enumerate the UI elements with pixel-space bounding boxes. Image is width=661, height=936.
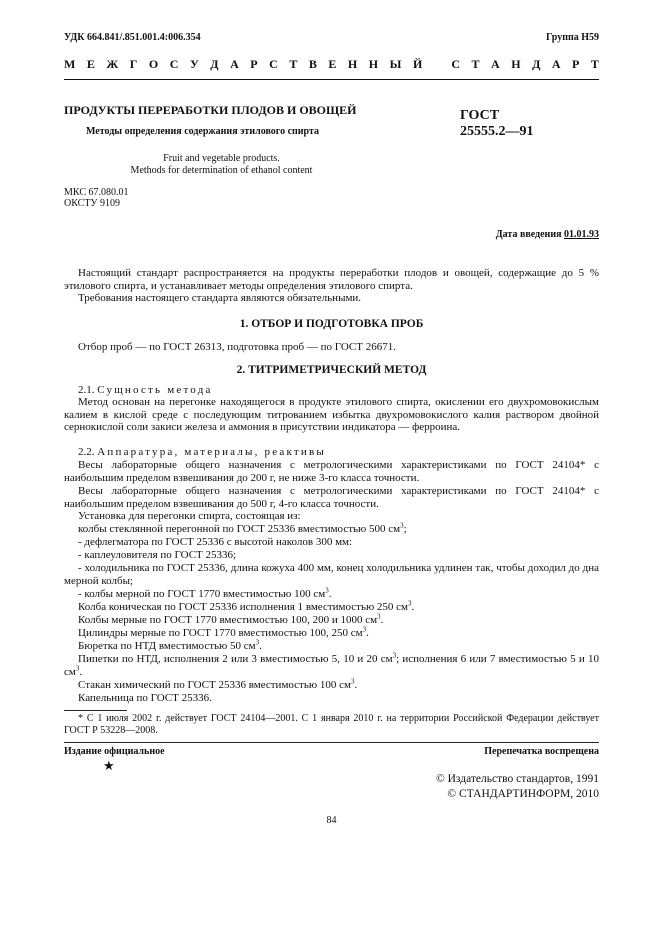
pipettes-text-b: ; исполнения 6 или 7 вместимостью 5 и 10 см	[64, 653, 599, 678]
setup-flask-end: ;	[403, 523, 407, 535]
subsection-2-2-name: Аппаратура, материалы, реактивы	[97, 446, 326, 458]
banner-letter: Ы	[389, 57, 402, 71]
scales-paragraph-2: Весы лабораторные общего назначения с метрологическими характеристиками по ГОСТ 24104* с наибольшим пределом взвешивания до 500 г, 4-го класса точности.	[64, 485, 599, 510]
measuring-cylinders-text: Цилиндры мерные по ГОСТ 1770 вместимостью 100, 250 см	[78, 627, 363, 639]
banner-letter: Т	[590, 57, 599, 71]
banner-letter: Р	[250, 57, 258, 71]
subsection-2-1-number: 2.1.	[78, 384, 95, 396]
title-en-2: Methods for determination of ethanol content	[130, 165, 313, 176]
banner-gap	[434, 57, 440, 73]
setup-flask-text: колбы стеклянной перегонной по ГОСТ 25336 вместимостью 500 см	[78, 523, 401, 535]
measuring-flasks	[64, 614, 599, 627]
burette-text: Бюретка по НТД вместимостью 50 см	[78, 640, 256, 652]
beaker-end: .	[354, 679, 358, 691]
footnote: * С 1 июля 2002 г. действует ГОСТ 24104—2001. С 1 января 2010 г. на территории Российской Федерации действует ГОСТ Р 53228—2008.	[64, 713, 599, 736]
burette-unit-exp: 3	[255, 638, 260, 647]
measuring-flasks-unit-exp: 3	[377, 612, 381, 621]
banner-letter: Д	[532, 57, 541, 71]
conical-flask-end: .	[411, 601, 415, 613]
beaker-unit-exp: 3	[350, 677, 355, 686]
banner-letter: Е	[86, 57, 95, 71]
page-number: 84	[326, 815, 337, 826]
setup-flask-unit-exp: 3	[400, 521, 404, 530]
pipettes-end: .	[79, 665, 83, 678]
banner-letter: А	[230, 57, 239, 71]
banner-letter: Й	[412, 57, 423, 71]
banner-letter: О	[148, 57, 159, 71]
subsection-2-2-number: 2.2.	[78, 446, 95, 458]
banner-letter: С	[169, 57, 179, 71]
conical-flask-text: Колба коническая по ГОСТ 25336 исполнения 1 вместимостью 250 см	[78, 601, 409, 613]
setup-volumetric-flask-unit-exp: 3	[325, 586, 329, 595]
measuring-cylinders-end: .	[366, 627, 369, 639]
measuring-flasks-text: Колбы мерные по ГОСТ 1770 вместимостью 100, 200 и 1000 см	[78, 614, 378, 626]
footer-rule	[64, 742, 599, 743]
udk-code: УДК 664.841/.851.001.4:006.354	[64, 32, 201, 43]
setup-flask	[64, 523, 599, 536]
burette	[64, 640, 599, 653]
banner-letter: Т	[471, 57, 480, 71]
header-rule	[64, 79, 599, 80]
banner-letter: Т	[289, 57, 298, 71]
copyright-standartinform: © СТАНДАРТИНФОРМ, 2010	[447, 788, 599, 800]
banner-letter: Р	[572, 57, 580, 71]
subsection-2-1-text: Метод основан на перегонке находящегося в продукте этилового спирта, окислении его двухромовокислым калием в кислой среде с последующим титрованием избытка двухромовокислого калия раствором двойной сернокислой соли закиси железа и аммония в присутствии индикатора — ферроина.	[64, 396, 599, 434]
setup-volumetric-flask-end: .	[328, 588, 332, 600]
banner-letter: Н	[368, 57, 379, 71]
banner-letter: Н	[511, 57, 521, 71]
banner-letter: У	[189, 57, 199, 71]
banner-letter: Н	[347, 57, 358, 71]
setup-volumetric-flask	[64, 588, 599, 601]
banner-letter: В	[308, 57, 317, 71]
subsection-2-1-name: Сущность метода	[97, 384, 213, 396]
interstate-standard-banner	[64, 57, 599, 73]
banner-letter: А	[491, 57, 500, 71]
pipettes-unit-exp-a: 3	[392, 651, 397, 660]
conical-flask	[64, 601, 599, 614]
official-edition: Издание официальное	[64, 746, 165, 757]
dropper: Капельница по ГОСТ 25336.	[78, 692, 212, 704]
banner-letter: С	[269, 57, 278, 71]
pipettes	[64, 653, 599, 678]
title-main: ПРОДУКТЫ ПЕРЕРАБОТКИ ПЛОДОВ И ОВОЩЕЙ	[64, 103, 357, 117]
title-en-1: Fruit and vegetable products.	[163, 153, 280, 164]
footnote-rule	[64, 710, 127, 711]
intro-paragraph-1: Настоящий стандарт распространяется на продукты переработки плодов и овощей, содержащие до 5 % этилового спирта, и устанавливает методы определения этилового спирта.	[64, 267, 599, 292]
beaker-text: Стакан химический по ГОСТ 25336 вместимостью 100 см	[78, 679, 351, 691]
subsection-2-2-title	[78, 446, 326, 459]
pipettes-text-a: Пипетки по НТД, исполнения 2 или 3 вместимостью 5, 10 и 20 см	[78, 653, 393, 665]
intro-paragraph-2: Требования настоящего стандарта являются обязательными.	[78, 292, 362, 304]
okstu-code: ОКСТУ 9109	[64, 198, 121, 209]
measuring-cylinders	[64, 627, 599, 640]
setup-volumetric-flask-text: - колбы мерной по ГОСТ 1770 вместимостью 100 см	[78, 588, 326, 600]
setup-drop-catcher: - каплеуловителя по ГОСТ 25336;	[78, 549, 237, 561]
subsection-2-1-title	[78, 384, 213, 397]
banner-letter: М	[64, 57, 76, 71]
conical-flask-unit-exp: 3	[408, 599, 412, 608]
title-sub: Методы определения содержания этилового спирта	[86, 126, 320, 137]
group-code: Группа Н59	[546, 32, 599, 43]
setup-deflegmator: - дефлегматора по ГОСТ 25336 с высотой наколов 300 мм:	[78, 536, 353, 548]
banner-letter: Е	[328, 57, 337, 71]
section1-text: Отбор проб — по ГОСТ 26313, подготовка проб — по ГОСТ 26671.	[78, 341, 396, 353]
intro-date-value: 01.01.93	[564, 229, 599, 240]
measuring-cylinders-unit-exp: 3	[362, 625, 367, 634]
gost-number: 25555.2—91	[460, 124, 534, 139]
banner-letter: А	[551, 57, 561, 71]
intro-date	[496, 229, 599, 240]
mks-code: МКС 67.080.01	[64, 187, 129, 198]
intro-date-label: Дата введения	[495, 229, 562, 240]
setup-cooler: - холодильника по ГОСТ 25336, длина кожуха 400 мм, конец холодильника удлинен так, чтобы доходил до дна мерной колбы;	[64, 562, 599, 587]
section2-heading: 2. ТИТРИМЕТРИЧЕСКИЙ МЕТОД	[236, 364, 427, 376]
scales-paragraph-1: Весы лабораторные общего назначения с метрологическими характеристиками по ГОСТ 24104* с наибольшим пределом взвешивания до 200 г, не ниже 3-го класса точности.	[64, 459, 599, 484]
copyright-publisher: © Издательство стандартов, 1991	[435, 773, 599, 785]
burette-end: .	[259, 640, 262, 652]
measuring-flasks-end: .	[380, 614, 384, 626]
gost-label: ГОСТ	[460, 108, 500, 123]
banner-letter: Г	[129, 57, 138, 71]
star-icon: ★	[103, 758, 115, 773]
setup-intro: Установка для перегонки спирта, состоящая из:	[78, 510, 301, 522]
reprint-prohibited: Перепечатка воспрещена	[484, 746, 599, 757]
banner-letter: С	[451, 57, 460, 71]
beaker	[64, 679, 599, 692]
banner-letter: Д	[210, 57, 219, 71]
section1-heading: 1. ОТБОР И ПОДГОТОВКА ПРОБ	[239, 318, 424, 330]
banner-letter: Ж	[106, 57, 119, 71]
pipettes-unit-exp-b: 3	[75, 663, 80, 672]
